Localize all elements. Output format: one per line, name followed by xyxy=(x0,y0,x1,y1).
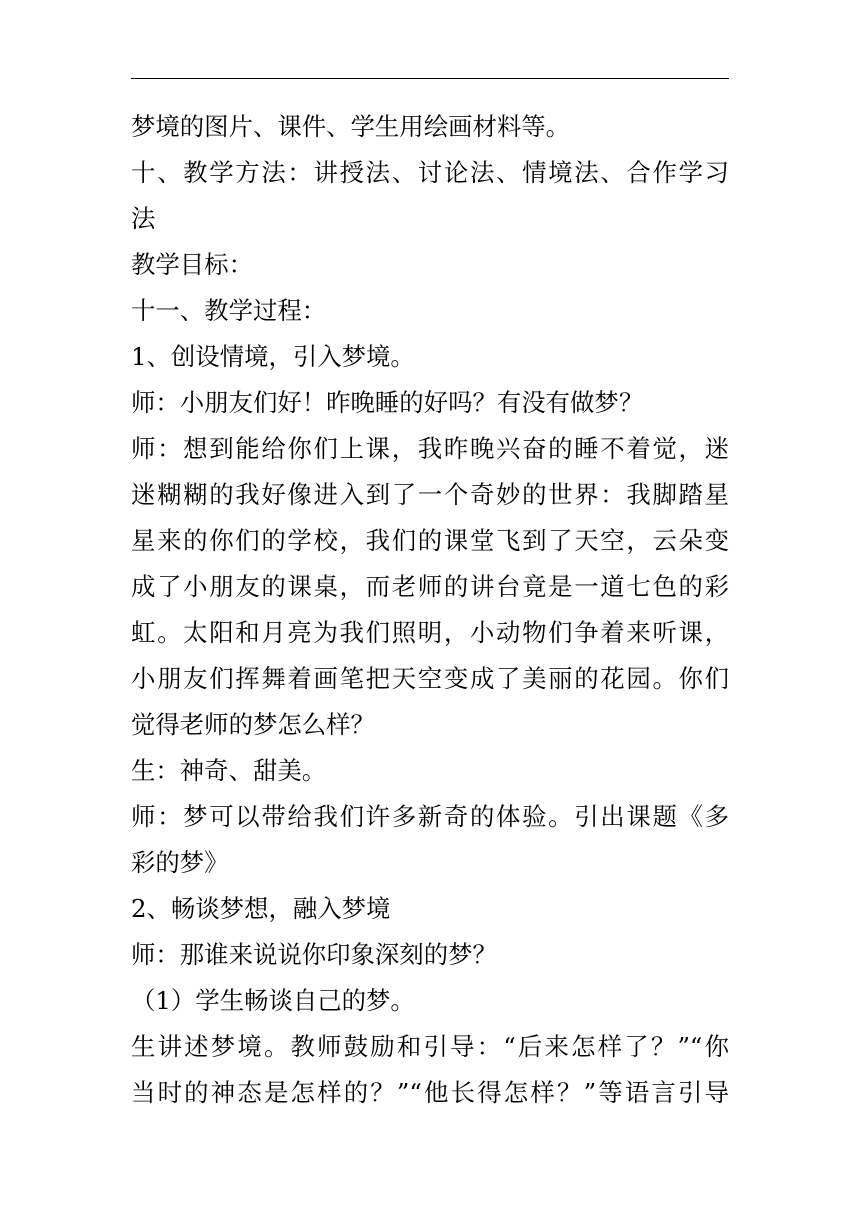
text-line: 彩的梦》 xyxy=(131,848,229,877)
text-line: 2、畅谈梦想，融入梦境 xyxy=(131,894,391,923)
text-line: 师：小朋友们好！昨晚睡的好吗？有没有做梦？ xyxy=(131,388,644,417)
text-line: 当时的神态是怎样的？”“他长得怎样？”等语言引导 xyxy=(131,1078,729,1107)
text-line: 法 xyxy=(131,204,156,233)
text-line: 师：那谁来说说你印象深刻的梦？ xyxy=(131,940,497,969)
text-line: 星来的你们的学校，我们的课堂飞到了天空，云朵变 xyxy=(131,526,729,555)
text-line: （1）学生畅谈自己的梦。 xyxy=(131,986,415,1015)
text-line: 虹。太阳和月亮为我们照明，小动物们争着来听课， xyxy=(131,618,729,647)
text-line: 生：神奇、甜美。 xyxy=(131,756,327,785)
text-line: 教学目标： xyxy=(131,250,253,279)
text-line: 生讲述梦境。教师鼓励和引导：“后来怎样了？”“你 xyxy=(131,1032,729,1061)
header-rule xyxy=(131,78,729,79)
text-line: 十一、教学过程： xyxy=(131,296,327,325)
text-line: 1、创设情境，引入梦境。 xyxy=(131,342,415,371)
text-line: 觉得老师的梦怎么样？ xyxy=(131,710,375,739)
text-line: 梦境的图片、课件、学生用绘画材料等。 xyxy=(131,112,571,141)
text-line: 师：梦可以带给我们许多新奇的体验。引出课题《多 xyxy=(131,802,729,831)
text-line: 小朋友们挥舞着画笔把天空变成了美丽的花园。你们 xyxy=(131,664,729,693)
text-line: 成了小朋友的课桌，而老师的讲台竟是一道七色的彩 xyxy=(131,572,729,601)
document-body xyxy=(131,104,731,1116)
text-line: 师：想到能给你们上课，我昨晚兴奋的睡不着觉，迷 xyxy=(131,434,729,463)
text-line: 十、教学方法：讲授法、讨论法、情境法、合作学习 xyxy=(131,158,729,187)
text-line: 迷糊糊的我好像进入到了一个奇妙的世界：我脚踏星 xyxy=(131,480,729,509)
